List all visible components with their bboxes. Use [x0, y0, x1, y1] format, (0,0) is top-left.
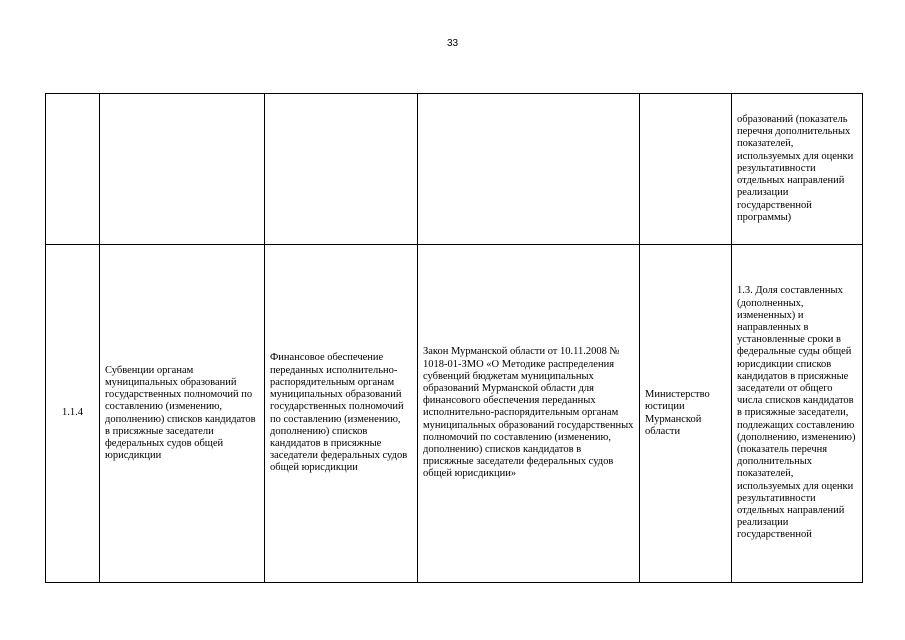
description-cell — [265, 94, 418, 245]
description-cell: Финансовое обеспечение переданных исполнительно-распорядительным органам муниципальных образований государственных полномочий по составлению (изменению, дополнению) списков кандидатов в присяжные заседатели федеральных судов общей юрисдикции — [265, 245, 418, 583]
row-number-cell — [46, 94, 100, 245]
event-cell — [100, 94, 265, 245]
indicator-cell — [732, 245, 863, 583]
legal-basis-cell: Закон Мурманской области от 10.11.2008 № 1018-01-ЗМО «О Методике распределения субвенций бюджетам муниципальных образований Мурманской области для финансового обеспечения переданных исполнительно-распорядительным органам муниципальных образований государственных полномочий по составлению (изменению, дополнению) списков кандидатов в присяжные заседатели федеральных судов общей юрисдикции» — [418, 245, 640, 583]
event-cell: Субвенции органам муниципальных образований государственных полномочий по составлению (изменению, дополнению) списков кандидатов в присяжные заседатели федеральных судов общей юрисдикции — [100, 245, 265, 583]
program-table — [45, 93, 863, 583]
row-number-cell: 1.1.4 — [46, 245, 100, 583]
page-number: 33 — [446, 38, 459, 49]
executor-cell: Министерство юстиции Мурманской области — [640, 245, 732, 583]
indicator-text: образований (показатель перечня дополнительных показателей, используемых для оценки результативности отдельных направлений реализации государственной программы) — [737, 114, 854, 223]
indicator-text: 1.3. Доля составленных (дополненных, измененных) и направленных в установленные сроки в федеральные суды общей юрисдикции списков кандидатов в присяжные заседатели от общего числа списков кандидатов в присяжные заседатели, подлежащих составлению (дополнению, изменению) (показатель перечня дополнительных показателей, используемых для оценки результативности отдельных направлений реализации государственной — [737, 285, 856, 541]
table-row — [46, 245, 863, 583]
executor-cell — [640, 94, 732, 245]
indicator-cell — [732, 94, 863, 245]
legal-basis-cell — [418, 94, 640, 245]
table-row — [46, 94, 863, 245]
